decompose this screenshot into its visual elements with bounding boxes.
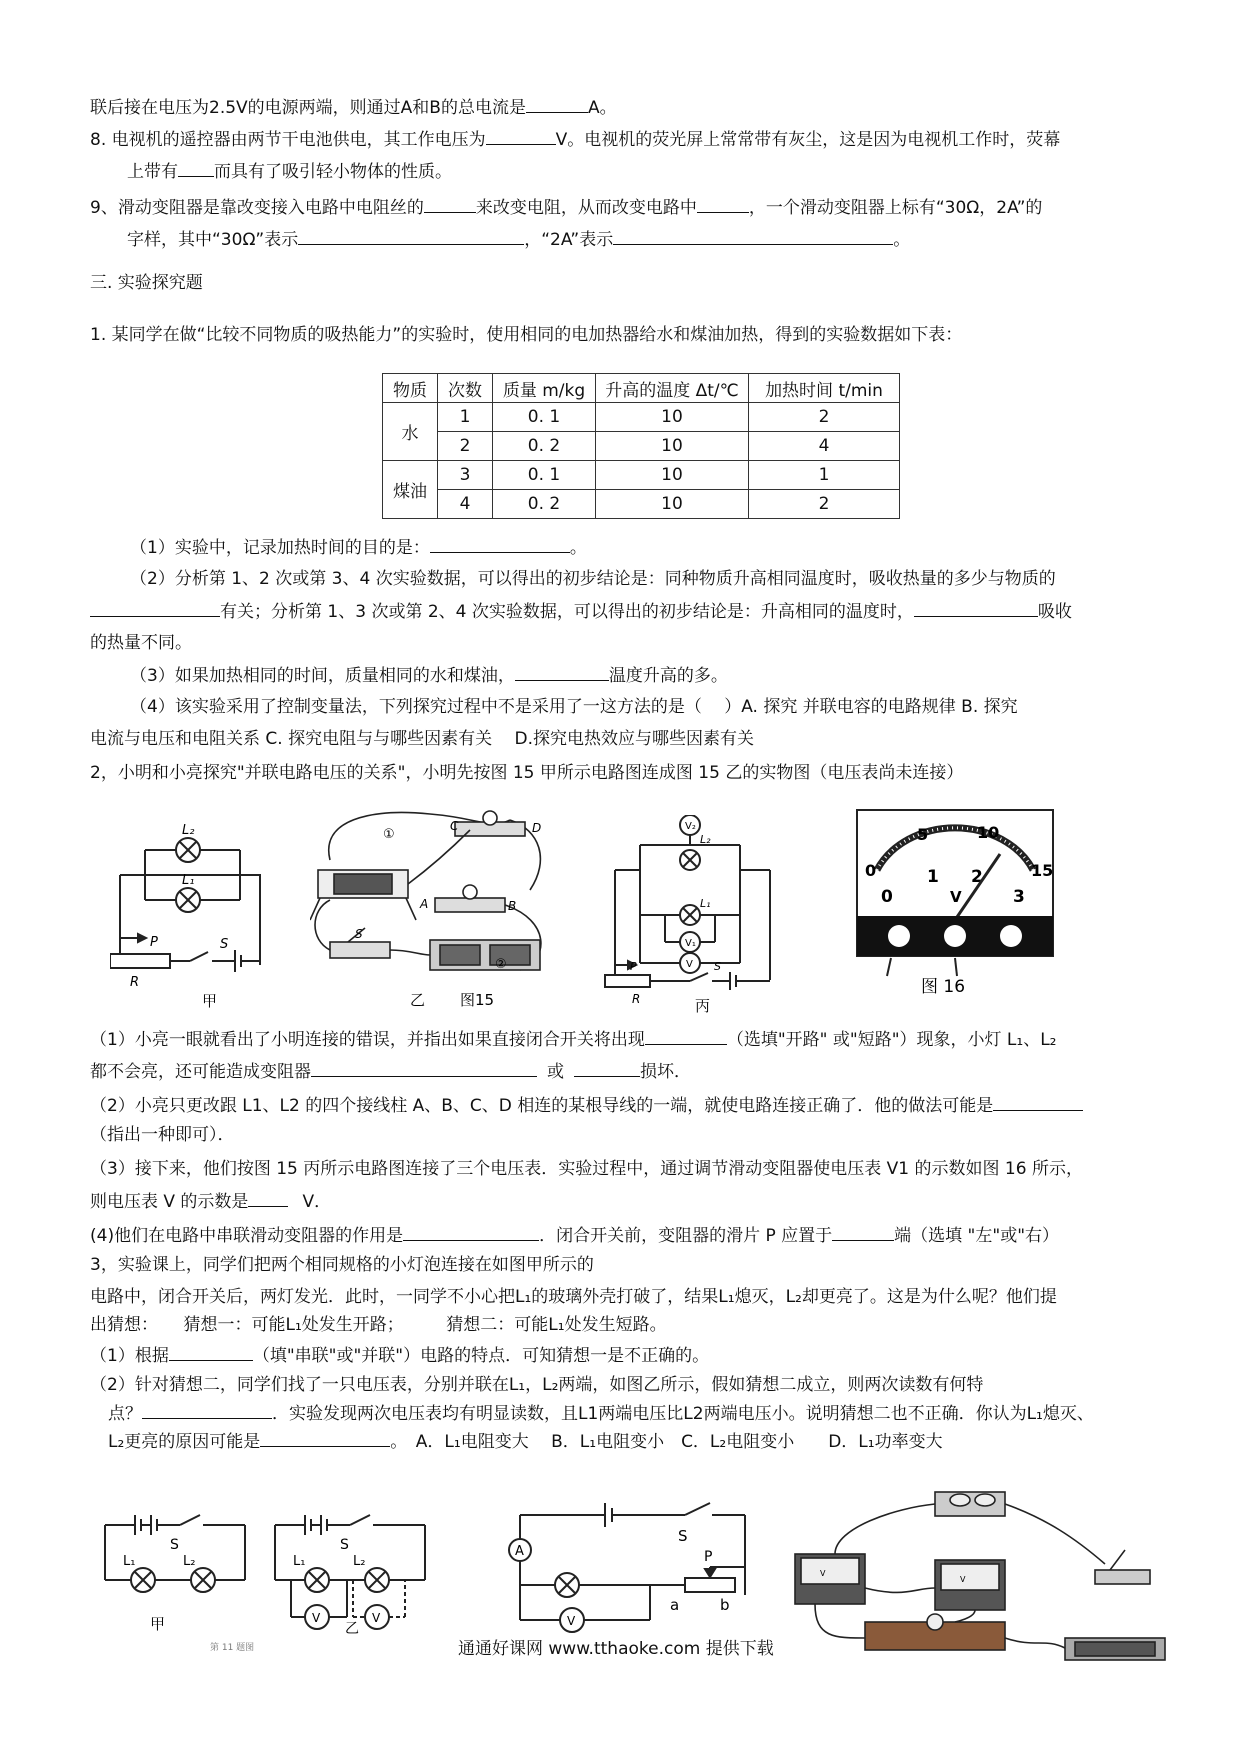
table-cell: 0. 1 bbox=[493, 403, 596, 432]
footer-text: 通通好课网 www.tthaoke.com 提供下载 bbox=[458, 1639, 774, 1659]
text: 。 bbox=[569, 538, 587, 558]
text: 都不会亮，还可能造成变阻器 bbox=[90, 1062, 311, 1082]
text: （1）小亮一眼就看出了小明连接的错误，并指出如果直接闭合开关将出现 bbox=[90, 1030, 645, 1050]
text: 而具有了吸引轻小物体的性质。 bbox=[214, 162, 452, 182]
table-header-row bbox=[383, 374, 900, 403]
answer-blank[interactable] bbox=[993, 1094, 1083, 1111]
header-cell: 质量 m/kg bbox=[493, 374, 596, 403]
header-cell: 次数 bbox=[438, 374, 493, 403]
text: ，一个滑动变阻器上标有“30Ω，2A”的 bbox=[748, 198, 1043, 218]
caption-yi: 乙 bbox=[410, 991, 426, 1009]
answer-blank[interactable] bbox=[260, 1430, 390, 1447]
text: 。 A．L₁电阻变大 B．L₁电阻变小 C．L₂电阻变小 D．L₁功率变大 bbox=[390, 1432, 943, 1452]
label-C: C bbox=[450, 819, 459, 833]
e1-q4: （4）该实验采用了控制变量法，下列探究过程中不是采用了一这方法的是（ ）A. 探究 并联电容的电路规律 B. 探究 bbox=[130, 697, 1018, 717]
label-P: P bbox=[630, 960, 637, 973]
text: 吸收 bbox=[1037, 602, 1072, 622]
answer-blank[interactable] bbox=[832, 1224, 894, 1241]
text: 上带有 bbox=[127, 162, 178, 182]
label-meter-2: V bbox=[960, 1575, 966, 1584]
table-cell: 1 bbox=[438, 403, 493, 432]
label-V2: V₂ bbox=[685, 821, 696, 832]
e2-q3-cont bbox=[90, 1190, 331, 1213]
table-cell: 10 bbox=[596, 461, 749, 490]
label-b: b bbox=[720, 1596, 730, 1614]
label-P: P bbox=[704, 1549, 713, 1565]
e1-q2-cont bbox=[90, 600, 1072, 623]
answer-blank[interactable] bbox=[142, 1402, 272, 1419]
label-L1: L₁ bbox=[293, 1554, 306, 1569]
caption-fig15: 图15 bbox=[460, 991, 495, 1009]
question-9 bbox=[90, 196, 1042, 219]
terminal-3 bbox=[944, 925, 966, 947]
e1-q2: （2）分析第 1、2 次或第 3、4 次实验数据，可以得出的初步结论是：同种物质升高相同温度时，吸收热量的多少与物质的 bbox=[130, 569, 1056, 589]
line-1 bbox=[90, 96, 617, 119]
question-8-cont bbox=[127, 160, 452, 183]
caption-bing: 丙 bbox=[695, 997, 711, 1015]
label-V1: V₁ bbox=[685, 938, 696, 949]
meter-unit-V: V bbox=[950, 888, 962, 906]
experiment-1-title: 1. 某同学在做“比较不同物质的吸热能力”的实验时，使用相同的电加热器给水和煤油加热，得到的实验数据如下表： bbox=[90, 325, 963, 345]
table-cell: 2 bbox=[749, 490, 900, 519]
experiment-3-title: 3，实验课上，同学们把两个相同规格的小灯泡连接在如图甲所示的 bbox=[90, 1255, 594, 1275]
meter-top-15: 15 bbox=[1031, 861, 1054, 880]
circuit-diagram-ammeter bbox=[500, 1495, 770, 1650]
group-cell: 煤油 bbox=[383, 461, 438, 519]
text: 或 bbox=[547, 1062, 564, 1082]
table-cell: 3 bbox=[438, 461, 493, 490]
text: （1）实验中，记录加热时间的目的是： bbox=[130, 538, 430, 558]
label-L1: L₁ bbox=[182, 873, 195, 888]
e2-q4 bbox=[90, 1224, 1059, 1247]
label-L1: L₁ bbox=[123, 1554, 136, 1569]
terminal-15 bbox=[1000, 925, 1022, 947]
label-A: A bbox=[420, 897, 429, 911]
circuit-diagram-jia-2 bbox=[95, 1505, 255, 1635]
text: （3）如果加热相同的时间，质量相同的水和煤油， bbox=[130, 666, 515, 686]
section-title: 三. 实验探究题 bbox=[90, 273, 203, 293]
e2-q2 bbox=[90, 1094, 1083, 1117]
text: 点？ bbox=[108, 1404, 142, 1424]
text: V． bbox=[302, 1192, 332, 1212]
answer-blank[interactable] bbox=[169, 1344, 253, 1361]
text: 则电压表 V 的示数是 bbox=[90, 1192, 249, 1212]
caption-yi-2: 乙 bbox=[345, 1621, 359, 1635]
answer-blank[interactable] bbox=[430, 536, 570, 553]
label-D: D bbox=[532, 821, 542, 835]
answer-blank[interactable] bbox=[526, 96, 588, 113]
text: （1）根据 bbox=[90, 1346, 169, 1366]
e3-q2: （2）针对猜想二，同学们找了一只电压表，分别并联在L₁，L₂两端，如图乙所示，假如猜想二成立，则两次读数有何特 bbox=[90, 1375, 984, 1395]
text: ．闭合开关前，变阻器的滑片 P 应置于 bbox=[539, 1226, 833, 1246]
answer-blank[interactable] bbox=[486, 128, 556, 145]
e3-line-3: 出猜想： 猜想一：可能L₁处发生开路； 猜想二：可能L₁处发生短路。 bbox=[90, 1315, 667, 1335]
e2-q1-cont bbox=[90, 1060, 691, 1083]
e2-q2-cont: （指出一种即可）． bbox=[90, 1125, 235, 1145]
e3-q1 bbox=[90, 1344, 709, 1367]
text: 9、滑动变阻器是靠改变接入电路中电阻丝的 bbox=[90, 198, 424, 218]
label-S: S bbox=[220, 937, 229, 952]
e1-q4-cont: 电流与电压和电阻关系 C. 探究电阻与与哪些因素有关 D.探究电热效应与哪些因素有关 bbox=[90, 729, 754, 749]
terminal-minus bbox=[888, 925, 910, 947]
text: （2）小亮只更改跟 L1、L2 的四个接线柱 A、B、C、D 相连的某根导线的一端，就使电路连接正确了．他的做法可能是 bbox=[90, 1096, 994, 1116]
experiment-2-title: 2，小明和小亮探究"并联电路电压的关系"，小明先按图 15 甲所示电路图连成图 15 乙的实物图（电压表尚未连接） bbox=[90, 763, 964, 783]
label-S: S bbox=[714, 960, 721, 973]
label-meter-1: V bbox=[820, 1569, 826, 1578]
meter-top-0: 0 bbox=[865, 861, 877, 880]
label-wire-2: ② bbox=[495, 957, 507, 972]
table-cell: 1 bbox=[749, 461, 900, 490]
group-cell: 水 bbox=[383, 403, 438, 461]
e3-q2-end bbox=[108, 1430, 943, 1453]
label-B: B bbox=[508, 899, 517, 913]
circuit-diagram-jia bbox=[110, 820, 310, 1010]
answer-blank[interactable] bbox=[178, 160, 214, 177]
e1-q3 bbox=[130, 664, 728, 687]
text: 联后接在电压为2.5V的电源两端，则通过A和B的总电流是 bbox=[90, 98, 526, 118]
label-a: a bbox=[670, 1596, 680, 1614]
meter-bottom-2: 2 bbox=[971, 867, 983, 887]
label-V: V bbox=[312, 1611, 321, 1625]
text: ．实验发现两次电压表均有明显读数，且L1两端电压比L2两端电压小。说明猜想二也不正确．你认为L₁熄灭、 bbox=[272, 1404, 1094, 1424]
answer-blank[interactable] bbox=[697, 196, 749, 213]
table-cell: 10 bbox=[596, 432, 749, 461]
question-8 bbox=[90, 128, 1060, 151]
circuit-diagram-bing bbox=[600, 815, 790, 1015]
text: V。电视机的荧光屏上常常带有灰尘，这是因为电视机工作时，荧幕 bbox=[555, 130, 1061, 150]
label-V: V bbox=[686, 959, 693, 970]
header-cell: 升高的温度 Δt/℃ bbox=[596, 374, 749, 403]
label-V: V bbox=[372, 1611, 381, 1625]
label-L2: L₂ bbox=[182, 823, 195, 838]
text: ，“2A”表示 bbox=[524, 230, 614, 250]
answer-blank[interactable] bbox=[248, 1190, 288, 1207]
header-cell: 加热时间 t/min bbox=[749, 374, 900, 403]
caption-fig16: 图 16 bbox=[921, 977, 966, 997]
table-cell: 0. 2 bbox=[493, 490, 596, 519]
label-L1: L₁ bbox=[700, 897, 711, 910]
label-S: S bbox=[678, 1527, 688, 1545]
answer-blank[interactable] bbox=[298, 228, 524, 245]
voltmeter-figure-16 bbox=[855, 808, 1055, 998]
text: L₂更亮的原因可能是 bbox=[108, 1432, 261, 1452]
label-L2: L₂ bbox=[353, 1554, 366, 1569]
meter-top-10: 10 bbox=[977, 823, 1000, 842]
physical-circuit-yi bbox=[310, 800, 570, 1010]
table-row bbox=[383, 490, 900, 519]
answer-blank[interactable] bbox=[424, 196, 476, 213]
physical-circuit-photo bbox=[775, 1488, 1175, 1668]
label-R: R bbox=[632, 992, 641, 1006]
label-L2: L₂ bbox=[700, 833, 711, 846]
meter-bottom-1: 1 bbox=[927, 867, 939, 887]
label-wire-1: ① bbox=[383, 827, 395, 842]
label-L2: L₂ bbox=[183, 1554, 196, 1569]
meter-bottom-3: 3 bbox=[1013, 887, 1025, 907]
text: 8. 电视机的遥控器由两节干电池供电，其工作电压为 bbox=[90, 130, 486, 150]
e3-line-2: 电路中，闭合开关后，两灯发光．此时，一同学不小心把L₁的玻璃外壳打破了，结果L₁熄灭，L₂却更亮了。这是为什么呢？他们提 bbox=[90, 1287, 1057, 1307]
e3-q2-cont bbox=[108, 1402, 1094, 1425]
caption-jia: 甲 bbox=[202, 992, 218, 1010]
table-cell: 2 bbox=[749, 403, 900, 432]
text: 有关；分析第 1、3 次或第 2、4 次实验数据，可以得出的初步结论是：升高相同的温度时， bbox=[220, 602, 914, 622]
table-row bbox=[383, 461, 900, 490]
table-row bbox=[383, 403, 900, 432]
answer-blank[interactable] bbox=[574, 1060, 640, 1077]
label-R: R bbox=[130, 975, 140, 990]
table-row bbox=[383, 432, 900, 461]
label-P: P bbox=[150, 935, 158, 950]
answer-blank[interactable] bbox=[914, 600, 1038, 617]
label-S: S bbox=[355, 927, 363, 941]
answer-blank[interactable] bbox=[90, 600, 220, 617]
e1-q2-end: 的热量不同。 bbox=[90, 633, 192, 653]
answer-blank[interactable] bbox=[613, 228, 893, 245]
table-cell: 10 bbox=[596, 490, 749, 519]
table-cell: 4 bbox=[749, 432, 900, 461]
question-9-cont bbox=[127, 228, 910, 251]
header-cell: 物质 bbox=[383, 374, 438, 403]
label-V: V bbox=[567, 1614, 576, 1628]
text: A。 bbox=[587, 98, 617, 118]
table-cell: 0. 1 bbox=[493, 461, 596, 490]
answer-blank[interactable] bbox=[311, 1060, 537, 1077]
table-cell: 2 bbox=[438, 432, 493, 461]
answer-blank[interactable] bbox=[645, 1028, 727, 1045]
text: (4)他们在电路中串联滑动变阻器的作用是 bbox=[90, 1226, 404, 1246]
answer-blank[interactable] bbox=[403, 1224, 539, 1241]
table-cell: 10 bbox=[596, 403, 749, 432]
small-caption: 第 11 题图 bbox=[210, 1643, 255, 1653]
text: 端（选填 "左"或"右） bbox=[894, 1226, 1060, 1246]
table-cell: 4 bbox=[438, 490, 493, 519]
e2-q3: （3）接下来，他们按图 15 丙所示电路图连接了三个电压表．实验过程中，通过调节滑动变阻器使电压表 V1 的示数如图 16 所示， bbox=[90, 1159, 1083, 1179]
e2-q1 bbox=[90, 1028, 1057, 1051]
text: 来改变电阻，从而改变电路中 bbox=[475, 198, 697, 218]
text: 损坏． bbox=[640, 1062, 691, 1082]
caption-jia-2: 甲 bbox=[150, 1615, 166, 1633]
meter-bottom-0: 0 bbox=[881, 887, 893, 907]
text: （填"串联"或"并联"）电路的特点．可知猜想一是不正确的。 bbox=[252, 1346, 710, 1366]
table-cell: 0. 2 bbox=[493, 432, 596, 461]
text: 。 bbox=[893, 230, 911, 250]
text: （选填"开路" 或"短路"）现象，小灯 L₁、L₂ bbox=[726, 1030, 1057, 1050]
experiment-table bbox=[382, 373, 900, 519]
meter-top-5: 5 bbox=[917, 825, 929, 844]
label-S: S bbox=[170, 1537, 179, 1553]
circuit-diagram-yi-2 bbox=[265, 1505, 445, 1635]
answer-blank[interactable] bbox=[515, 664, 609, 681]
text: 字样，其中“30Ω”表示 bbox=[127, 230, 299, 250]
text: 温度升高的多。 bbox=[608, 666, 728, 686]
e1-q1 bbox=[130, 536, 587, 559]
label-ammeter: A bbox=[515, 1544, 524, 1559]
label-S: S bbox=[340, 1537, 349, 1553]
